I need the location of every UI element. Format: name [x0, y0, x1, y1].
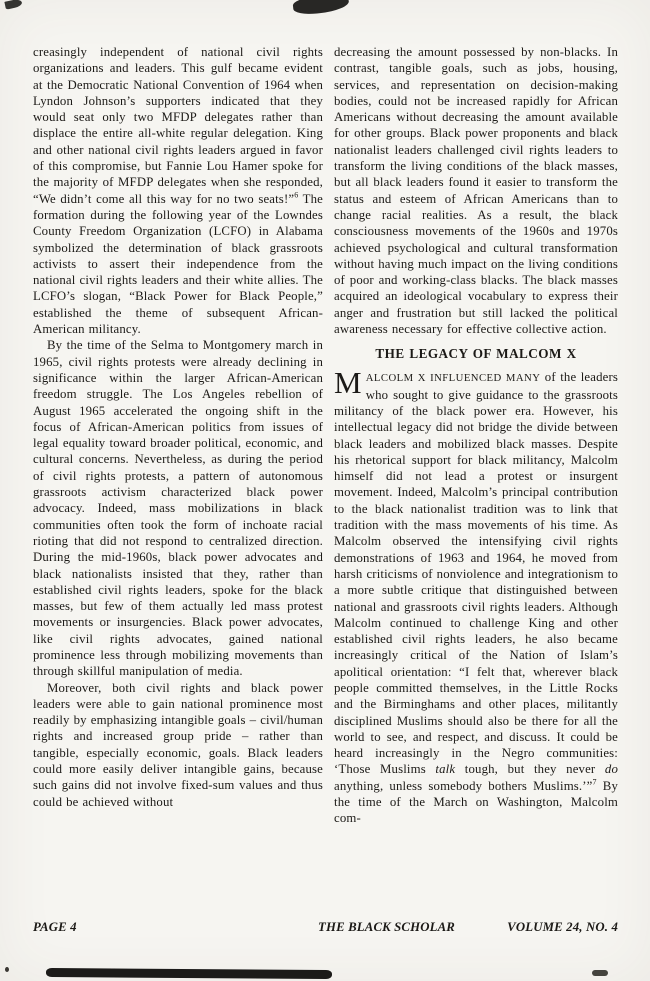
text-run: of the leaders who sought to give guidance to the grassroots militancy of the black power era. However, his intellectual legacy did not bridge the divide between black leaders and mobilized black masses. Despite his rhetorical support for black militancy, Malcolm himself did not lead a protest or insurgent movement. Indeed, Malcolm’s principal contribution to the black nationalist tradition was to link that tradition with the mass movements of his time. As Malcolm observed the intensifying civil rights demonstrations of 1963 and 1964, he moved from harsh criticisms of nonviolence and integrationism to a more subtle critique that distinguished between national and grassroots civil rights leaders. Although Malcolm continued to challenge King and other established civil rights leaders, he also became increasingly critical of the Nation of Islam’s apolitical orientation: “I felt that, wherever black people committed themselves, in the Little Rocks and the Birminghams and other places, militantly disciplined Muslims should also be there for all the world to see, and respect, and discuss. It could be heard increasingly in the Negro communities: ‘Those Muslims [334, 370, 618, 777]
text-run: Moreover, both civil rights and black power leaders were able to gain national prominence most readily by emphasizing intangible goals – civil/human rights and increased group pride – rather than tangible, especially economic, goals. Black leaders could more easily deliver intangible gains, because such gains did not involve fixed-sum values and thus could be achieved without [33, 680, 323, 809]
left-column [33, 44, 323, 827]
text-italic: do [604, 762, 618, 777]
paragraph [33, 44, 323, 337]
text-sup: 6 [294, 190, 299, 200]
section-heading: THE LEGACY OF MALCOM X [375, 346, 577, 362]
text-sup: 7 [592, 777, 597, 787]
paragraph [33, 680, 323, 810]
page-footer [0, 920, 650, 938]
scan-artifact-bottom-left-speck [5, 967, 9, 972]
right-column [334, 44, 618, 827]
text-italic: talk [435, 762, 456, 777]
text-run: By the time of the March on Washington, Malcolm com- [334, 778, 619, 826]
scan-artifact-bottom-bar [46, 968, 332, 979]
page-number: PAGE 4 [33, 920, 77, 934]
scan-artifact-top-center [292, 0, 349, 16]
volume-info: VOLUME 24, NO. 4 [507, 920, 618, 934]
scan-artifact-bottom-right [592, 970, 608, 976]
text-run: The formation during the following year of the Lowndes County Freedom Organization (LCFO) in Alabama symbolized the determination of black grassroots activists to assert their independence from the national civil rights leaders and their white allies. The LCFO’s slogan, “Black Power for Black People,” established the theme of subsequent African-American militancy. [33, 191, 323, 337]
journal-title: THE BLACK SCHOLAR [318, 920, 455, 934]
text-columns [33, 44, 618, 827]
text-run: By the time of the Selma to Montgomery march in 1965, civil rights protests were already declining in significance within the larger African-American freedom struggle. The Los Angeles rebellion of August 1965 accelerated the ongoing shift in the focus of African-American politics from issues of legal equality toward broader political, economic, and cultural concerns. Nevertheless, as during the period of civil rights protests, a pattern of autonomous grassroots activism characterized black power advocacy. Indeed, mass mobilizations in black communities often took the form of inchoate racial rioting that did not respond to centralized direction. During the mid-1960s, black power advocates and black nationalists insisted that they, rather than established civil rights leaders, spoke for the black masses, but few of them actually led mass protest movements or insurgencies. Black power advocates, like civil rights advocates, gained national prominence less through mobilizing movements than through skillful manipulation of media. [33, 338, 323, 679]
paragraph [334, 365, 619, 826]
drop-cap: M [334, 365, 362, 401]
text-smallcaps: ALCOLM X INFLUENCED MANY [365, 372, 541, 385]
text-run: tough, but they never [455, 762, 605, 777]
text-run: anything, unless somebody bothers Muslims.’” [334, 778, 593, 793]
scan-artifact-top-left [4, 0, 22, 10]
paragraph [33, 337, 323, 679]
text-run: creasingly independent of national civil rights organizations and leaders. This gulf became evident at the Democratic National Convention of 1964 when Lyndon Johnson’s supporters indicated that they would seat only two MFDP delegates rather than displace the entire all-white regular delegation. King and other national civil rights leaders argued in favor of this compromise, but Fannie Lou Hamer spoke for the majority of MFDP delegates when she responded, “We didn’t come all this way for no two seats!” [33, 45, 323, 206]
text-run: decreasing the amount possessed by non-blacks. In contrast, tangible goals, such as jobs, housing, services, and representation on decision-making bodies, could not be increased rapidly for African Americans without decreasing the amount available for other groups. Black power proponents and black nationalist leaders challenged civil rights leaders to transform the living conditions of the black masses, but all black leaders found it easier to transform the status and esteem of African Americans than to change racial realities. As a result, the black consciousness movements of the 1960s and 1970s achieved psychological and cultural transformation without having much impact on the living conditions of poor and working-class blacks. The black masses acquired an ideological vocabulary to express their anger and frustration but still lacked the political awareness necessary for effective collective action. [334, 45, 618, 337]
paragraph [334, 44, 618, 337]
